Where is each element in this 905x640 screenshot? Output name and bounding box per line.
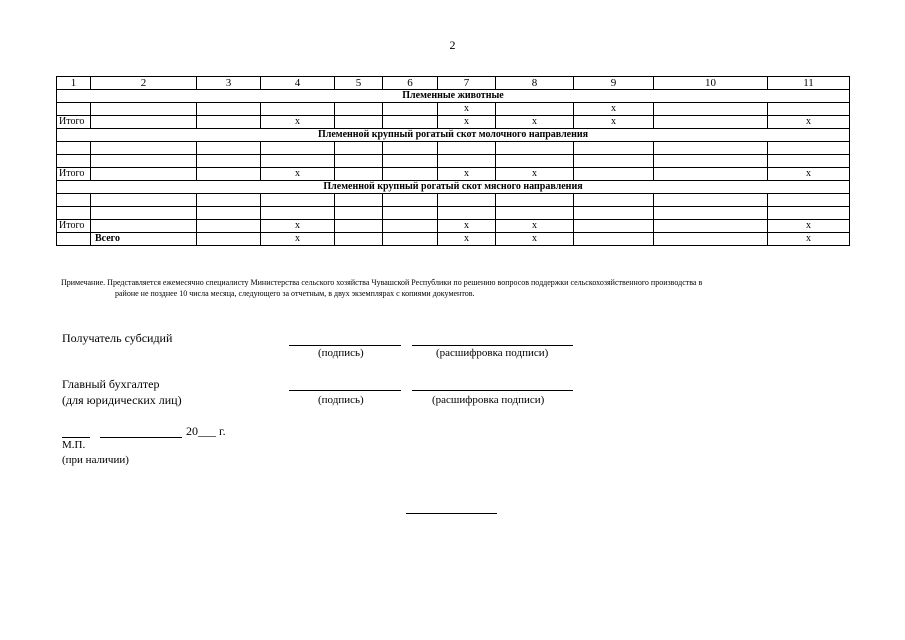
table-cell: x xyxy=(768,168,850,181)
table-cell xyxy=(57,233,91,246)
table-cell: Всего xyxy=(91,233,197,246)
table-cell xyxy=(335,207,383,220)
table-cell xyxy=(383,155,438,168)
table-cell xyxy=(496,194,574,207)
column-header: 1 xyxy=(57,77,91,90)
table-cell: x xyxy=(768,233,850,246)
table-row xyxy=(57,142,850,155)
accountant-signature-line xyxy=(289,390,401,391)
column-header: 4 xyxy=(261,77,335,90)
table-cell xyxy=(654,233,768,246)
table-cell xyxy=(768,103,850,116)
date-year xyxy=(186,424,226,438)
page-number: 2 xyxy=(449,38,456,52)
date-month-line xyxy=(100,437,182,438)
column-header: 6 xyxy=(383,77,438,90)
table-cell xyxy=(197,155,261,168)
table-cell xyxy=(438,194,496,207)
header-row xyxy=(57,77,850,90)
table-cell xyxy=(496,155,574,168)
table-cell xyxy=(335,116,383,129)
accountant-decoding-caption: (расшифровка подписи) xyxy=(432,394,545,406)
table-cell: x xyxy=(496,116,574,129)
table-cell xyxy=(574,220,654,233)
column-header: 11 xyxy=(768,77,850,90)
column-header: 3 xyxy=(197,77,261,90)
table-cell xyxy=(197,194,261,207)
section-title: Племенной крупный рогатый скот молочного направления xyxy=(57,129,850,142)
table-cell xyxy=(57,194,91,207)
table-cell: x xyxy=(261,168,335,181)
table-cell xyxy=(768,207,850,220)
table-cell xyxy=(335,142,383,155)
table-cell xyxy=(654,116,768,129)
table-row xyxy=(57,207,850,220)
table-cell xyxy=(383,233,438,246)
table-cell: x xyxy=(574,103,654,116)
table-cell xyxy=(261,142,335,155)
recipient-signature-line xyxy=(289,345,401,346)
table-cell xyxy=(768,155,850,168)
table-cell xyxy=(574,168,654,181)
table-cell xyxy=(91,155,197,168)
table-cell: x xyxy=(438,233,496,246)
column-header: 5 xyxy=(335,77,383,90)
table-cell xyxy=(91,220,197,233)
table-cell xyxy=(57,207,91,220)
table-cell xyxy=(383,220,438,233)
section-title: Племенной крупный рогатый скот мясного направления xyxy=(57,181,850,194)
table-cell xyxy=(438,155,496,168)
table-cell: x xyxy=(496,220,574,233)
table-cell: x xyxy=(496,168,574,181)
table-cell: x xyxy=(438,116,496,129)
date-year-prefix: 20 xyxy=(186,424,198,438)
table-cell: Итого xyxy=(57,116,91,129)
table-cell xyxy=(383,116,438,129)
table-cell xyxy=(261,155,335,168)
table-cell xyxy=(197,142,261,155)
recipient-label: Получатель субсидий xyxy=(62,331,173,345)
table-cell xyxy=(654,207,768,220)
table-cell xyxy=(654,194,768,207)
table-cell xyxy=(261,194,335,207)
table-cell xyxy=(197,103,261,116)
table-cell xyxy=(654,155,768,168)
table-cell xyxy=(261,103,335,116)
table-cell: x xyxy=(261,233,335,246)
table-cell: x xyxy=(496,233,574,246)
table-cell xyxy=(574,233,654,246)
column-header: 7 xyxy=(438,77,496,90)
table-cell xyxy=(91,194,197,207)
table-cell xyxy=(197,116,261,129)
table-cell xyxy=(57,142,91,155)
section-row xyxy=(57,90,850,103)
table-row xyxy=(57,103,850,116)
table-cell xyxy=(335,233,383,246)
table-cell: x xyxy=(438,168,496,181)
table-cell xyxy=(654,220,768,233)
table-row xyxy=(57,155,850,168)
data-table xyxy=(56,76,850,246)
table-cell xyxy=(654,103,768,116)
recipient-decoding-caption: (расшифровка подписи) xyxy=(436,347,549,359)
table-cell: x xyxy=(768,116,850,129)
table-cell xyxy=(57,103,91,116)
table-row xyxy=(57,116,850,129)
table-cell xyxy=(383,194,438,207)
table-cell xyxy=(197,207,261,220)
accountant-label: Главный бухгалтер xyxy=(62,377,160,391)
table-cell xyxy=(335,220,383,233)
table-cell xyxy=(197,220,261,233)
date-year-suffix: ___ г. xyxy=(198,424,226,438)
table-cell xyxy=(91,103,197,116)
table-cell: Итого xyxy=(57,220,91,233)
table-cell xyxy=(574,155,654,168)
table-cell xyxy=(57,155,91,168)
table-row xyxy=(57,220,850,233)
table-cell xyxy=(91,168,197,181)
table-cell xyxy=(335,194,383,207)
section-row xyxy=(57,129,850,142)
column-header: 2 xyxy=(91,77,197,90)
recipient-signature-caption: (подпись) xyxy=(318,347,364,359)
table-cell xyxy=(496,207,574,220)
note-line-2: районе не позднее 10 числа месяца, следующего за отчетным, в двух экземплярах с копиями документов. xyxy=(115,289,475,298)
table-cell: x xyxy=(438,103,496,116)
table-cell xyxy=(335,168,383,181)
table-cell xyxy=(383,207,438,220)
note-line-1: Примечание. Представляется ежемесячно специалисту Министерства сельского хозяйства Чувашской Республики по решению вопросов поддержки сельскохозяйственного производства в xyxy=(61,278,703,287)
table-cell xyxy=(261,207,335,220)
table-cell xyxy=(496,103,574,116)
table-cell xyxy=(438,142,496,155)
note xyxy=(61,277,851,299)
table-cell: x xyxy=(261,220,335,233)
accountant-sublabel: (для юридических лиц) xyxy=(62,393,182,407)
table-cell xyxy=(197,168,261,181)
table-cell xyxy=(197,233,261,246)
table-cell: x xyxy=(574,116,654,129)
table-cell xyxy=(574,194,654,207)
table-cell xyxy=(91,207,197,220)
table-cell xyxy=(335,103,383,116)
date-day-line xyxy=(62,437,90,438)
table-cell xyxy=(383,168,438,181)
section-row xyxy=(57,181,850,194)
column-header: 10 xyxy=(654,77,768,90)
end-separator xyxy=(406,513,497,514)
table-cell: x xyxy=(768,220,850,233)
table-cell xyxy=(574,142,654,155)
table-cell xyxy=(438,207,496,220)
table-cell xyxy=(383,142,438,155)
accountant-decoding-line xyxy=(412,390,573,391)
table-cell: x xyxy=(438,220,496,233)
stamp-sublabel: (при наличии) xyxy=(62,454,129,466)
table-cell xyxy=(91,142,197,155)
table-cell xyxy=(574,207,654,220)
table-row xyxy=(57,194,850,207)
table-cell xyxy=(768,194,850,207)
table-cell xyxy=(496,142,574,155)
total-row xyxy=(57,233,850,246)
column-header: 9 xyxy=(574,77,654,90)
table-cell xyxy=(383,103,438,116)
accountant-signature-caption: (подпись) xyxy=(318,394,364,406)
table-cell xyxy=(654,168,768,181)
table-cell xyxy=(335,155,383,168)
section-title: Племенные животные xyxy=(57,90,850,103)
table-cell: Итого xyxy=(57,168,91,181)
table-row xyxy=(57,168,850,181)
table-cell xyxy=(91,116,197,129)
recipient-decoding-line xyxy=(412,345,573,346)
table-cell: x xyxy=(261,116,335,129)
table-cell xyxy=(768,142,850,155)
stamp-label: М.П. xyxy=(62,439,86,451)
table-cell xyxy=(654,142,768,155)
column-header: 8 xyxy=(496,77,574,90)
